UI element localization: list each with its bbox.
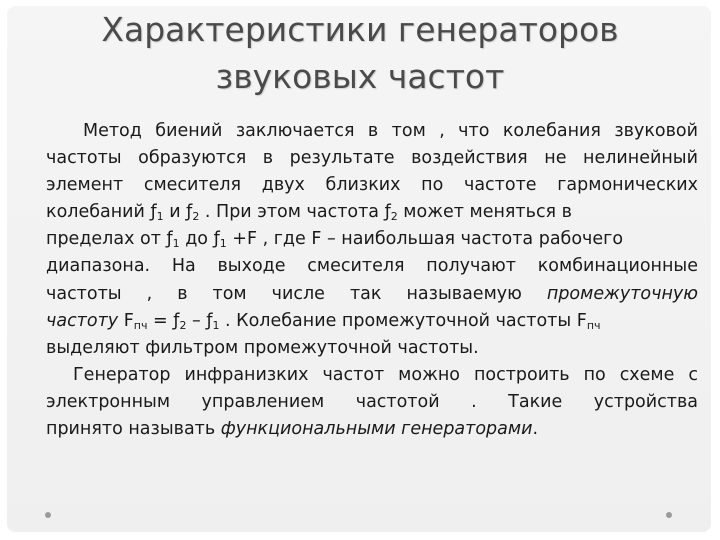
text-run: F [118, 310, 134, 331]
subscript: 1 [156, 210, 164, 224]
subscript: 1 [212, 318, 220, 332]
subscript: 2 [179, 318, 187, 332]
title-line-2: звуковых частот [215, 57, 505, 96]
paragraph-1-line-2: частоты образуются в результате воздействия не нелинейный [46, 148, 698, 169]
paragraph-1-line-4 [46, 199, 698, 226]
subscript: пч [133, 318, 148, 332]
slide-body [46, 118, 698, 443]
decorative-dot [45, 512, 51, 518]
subscript: пч [586, 318, 601, 332]
text-run: – ƒ [186, 310, 213, 331]
paragraph-1-line-5 [46, 226, 698, 253]
slide-title [30, 6, 690, 100]
paragraph-2-line-1: Генератор инфранизких частот можно построить по схеме с [73, 364, 698, 385]
text-run: . При этом частота ƒ [199, 202, 391, 223]
text-run: пределах от ƒ [46, 229, 173, 250]
text-run: принято называть [46, 419, 221, 440]
decorative-dot [666, 512, 672, 518]
paragraph-2-line-3 [46, 416, 698, 443]
italic-term: функциональными генераторами [220, 419, 533, 440]
paragraph-1-line-6: диапазона. На выходе смесителя получают комбинационные [46, 256, 698, 277]
text-run: +F , где F – наибольшая частота рабочего [226, 229, 624, 250]
subscript: 2 [192, 210, 200, 224]
paragraph-1-line-1: Метод биений заключается в том , что колебания звуковой [83, 121, 698, 141]
text-run: . Колебание промежуточной частоты F [219, 310, 587, 331]
paragraph-1-line-8 [46, 308, 698, 335]
text-run: частоты , в том числе так называемую [46, 283, 547, 304]
paragraph-1-line-9: выделяют фильтром промежуточной частоты. [46, 337, 479, 358]
text-run: может меняться в [397, 202, 572, 223]
italic-term: частоту [46, 310, 119, 331]
text-run: колебаний ƒ [46, 202, 157, 223]
title-line-1: Характеристики генераторов [101, 10, 619, 49]
paragraph-1-line-3: элемент смесителя двух близких по частоте гармонических [46, 175, 698, 196]
subscript: 1 [172, 237, 180, 251]
text-run: . [532, 419, 539, 440]
subscript: 2 [390, 210, 398, 224]
text-run: = ƒ [147, 310, 180, 331]
italic-term: промежуточную [546, 283, 698, 304]
subscript: 1 [219, 237, 227, 251]
paragraph-2-line-2: электронным управлением частотой . Такие устройства [46, 391, 698, 412]
text-run: и ƒ [163, 202, 193, 223]
text-run: до ƒ [179, 229, 220, 250]
paragraph-1-line-7 [46, 281, 698, 308]
